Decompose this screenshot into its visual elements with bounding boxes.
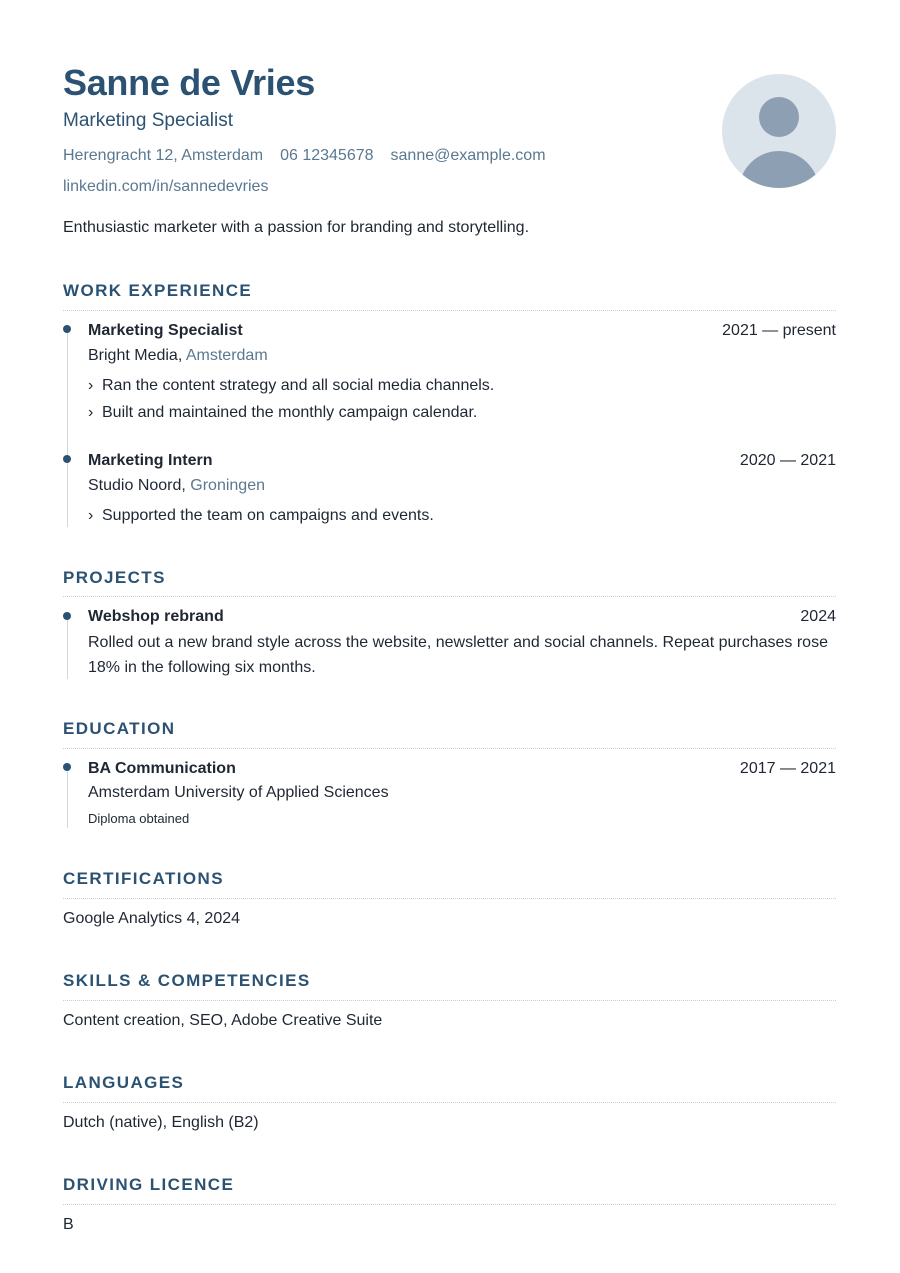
education-degree: BA Communication — [88, 760, 236, 777]
timeline-line — [67, 329, 68, 527]
job-bullet — [88, 404, 477, 422]
certifications-text: Google Analytics 4, 2024 — [63, 910, 241, 927]
section-title-education: EDUCATION — [63, 719, 176, 738]
section-divider — [63, 310, 836, 311]
job-title: Marketing Intern — [88, 452, 213, 469]
education-school: Amsterdam University of Applied Sciences — [88, 784, 389, 801]
job-employer: Studio Noord, Groningen — [88, 477, 265, 494]
section-title-projects: PROJECTS — [63, 568, 166, 587]
contact-address: Herengracht 12, Amsterdam — [63, 147, 264, 164]
section-title-languages: LANGUAGES — [63, 1073, 185, 1092]
project-title: Webshop rebrand — [88, 608, 224, 625]
education-note: Diploma obtained — [88, 811, 190, 826]
section-title-skills: SKILLS & COMPETENCIES — [63, 971, 311, 990]
job-location: Groningen — [190, 477, 265, 494]
contact-email[interactable]: sanne@example.com — [390, 147, 546, 164]
languages-text: Dutch (native), English (B2) — [63, 1114, 259, 1131]
profile-summary: Enthusiastic marketer with a passion for branding and storytelling. — [63, 219, 530, 236]
section-title-work: WORK EXPERIENCE — [63, 281, 253, 300]
job-company: Bright Media — [88, 347, 178, 364]
avatar-head — [759, 97, 799, 137]
chevron-right-icon: › — [88, 404, 94, 421]
contact-linkedin[interactable]: linkedin.com/in/sannedevries — [63, 178, 269, 195]
chevron-right-icon: › — [88, 377, 94, 394]
timeline-dot-icon — [63, 325, 71, 333]
contact-line — [63, 147, 546, 165]
timeline-dot-icon — [63, 455, 71, 463]
job-bullet — [88, 377, 494, 395]
job-bullet-text: Supported the team on campaigns and events. — [102, 507, 434, 524]
section-divider — [63, 596, 836, 597]
job-employer: Bright Media, Amsterdam — [88, 347, 268, 364]
section-divider — [63, 748, 836, 749]
timeline-dot-icon — [63, 763, 71, 771]
section-divider — [63, 1204, 836, 1205]
section-divider — [63, 898, 836, 899]
timeline-line — [67, 616, 68, 679]
chevron-right-icon: › — [88, 507, 94, 524]
section-title-driving: DRIVING LICENCE — [63, 1175, 235, 1194]
project-description: Rolled out a new brand style across the website, newsletter and social channels. Repeat purchases rose 18% in the following six months. — [88, 634, 828, 676]
job-dates: 2021 — present — [722, 322, 836, 339]
candidate-headline: Marketing Specialist — [63, 110, 234, 131]
avatar-body — [739, 151, 819, 188]
driving-licence-text: B — [63, 1216, 74, 1233]
person-placeholder-icon — [722, 74, 836, 188]
section-title-certifications: CERTIFICATIONS — [63, 869, 224, 888]
timeline-dot-icon — [63, 612, 71, 620]
skills-text: Content creation, SEO, Adobe Creative Suite — [63, 1012, 383, 1029]
job-bullet-text: Ran the content strategy and all social media channels. — [102, 377, 495, 394]
education-dates: 2017 — 2021 — [739, 760, 836, 777]
job-company: Studio Noord — [88, 477, 182, 494]
candidate-name: Sanne de Vries — [63, 62, 315, 103]
timeline-line — [67, 767, 68, 828]
job-title: Marketing Specialist — [88, 322, 243, 339]
project-date: 2024 — [800, 608, 836, 625]
section-divider — [63, 1102, 836, 1103]
contact-phone: 06 12345678 — [280, 147, 374, 164]
job-location: Amsterdam — [185, 347, 268, 364]
job-dates: 2020 — 2021 — [739, 452, 836, 469]
job-bullet — [88, 507, 434, 525]
section-divider — [63, 1000, 836, 1001]
job-bullet-text: Built and maintained the monthly campaign calendar. — [102, 404, 478, 421]
